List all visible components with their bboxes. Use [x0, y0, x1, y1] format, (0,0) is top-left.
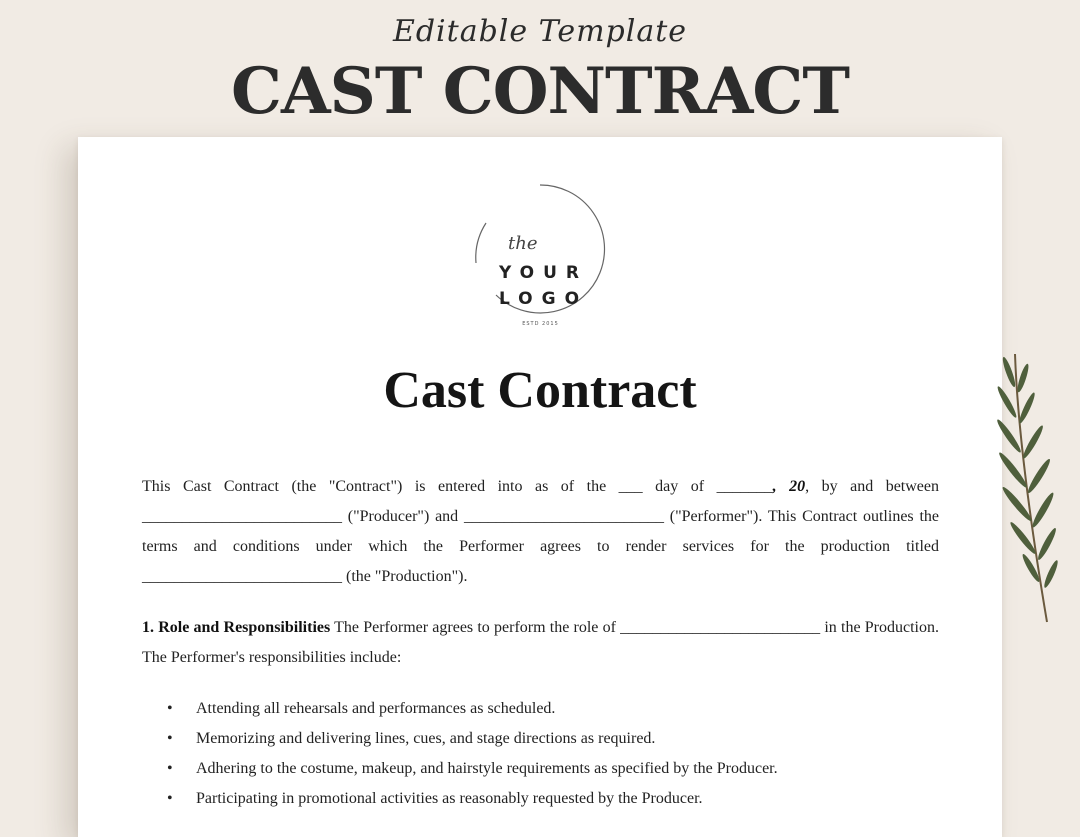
logo-the-text: the [508, 233, 538, 254]
section-1-text: The Performer agrees to perform the role of _________________________ in the Production. The Performer's responsibilities include: [142, 619, 939, 666]
list-item: • Attending all rehearsals and performances as scheduled. [142, 694, 939, 724]
logo [468, 177, 613, 327]
section-1-paragraph [142, 613, 939, 673]
intro-year: , 20 [772, 478, 806, 495]
list-item: • Adhering to the costume, makeup, and hairstyle requirements as specified by the Producer. [142, 754, 939, 784]
document-body [142, 472, 939, 814]
document-title: Cast Contract [383, 362, 697, 419]
list-item: • Memorizing and delivering lines, cues, and stage directions as required. [142, 724, 939, 754]
logo-est-text: ESTD 2015 [522, 321, 559, 327]
responsibilities-list [142, 694, 939, 814]
logo-your-text: YOUR [498, 263, 589, 283]
rosemary-sprig-icon [985, 352, 1065, 627]
section-1-heading: 1. Role and Responsibilities [142, 619, 331, 636]
intro-text-2: , by and between _________________________ ("Producer") and _________________________ ("Performer"). This Contract outlines the terms and conditions under which the Performer agrees to render services for the production titled _________________________ (the "Production"). [142, 478, 939, 585]
intro-paragraph [142, 472, 939, 592]
document-page [78, 137, 1002, 837]
intro-text-1: This Cast Contract (the "Contract") is entered into as of the ___ day of _______ [142, 478, 773, 495]
banner-title: CAST CONTRACT [231, 54, 849, 129]
logo-logo-text: LOGO [498, 289, 589, 309]
script-subtitle: Editable Template [392, 14, 688, 49]
list-item: • Participating in promotional activities as reasonably requested by the Producer. [142, 784, 939, 814]
